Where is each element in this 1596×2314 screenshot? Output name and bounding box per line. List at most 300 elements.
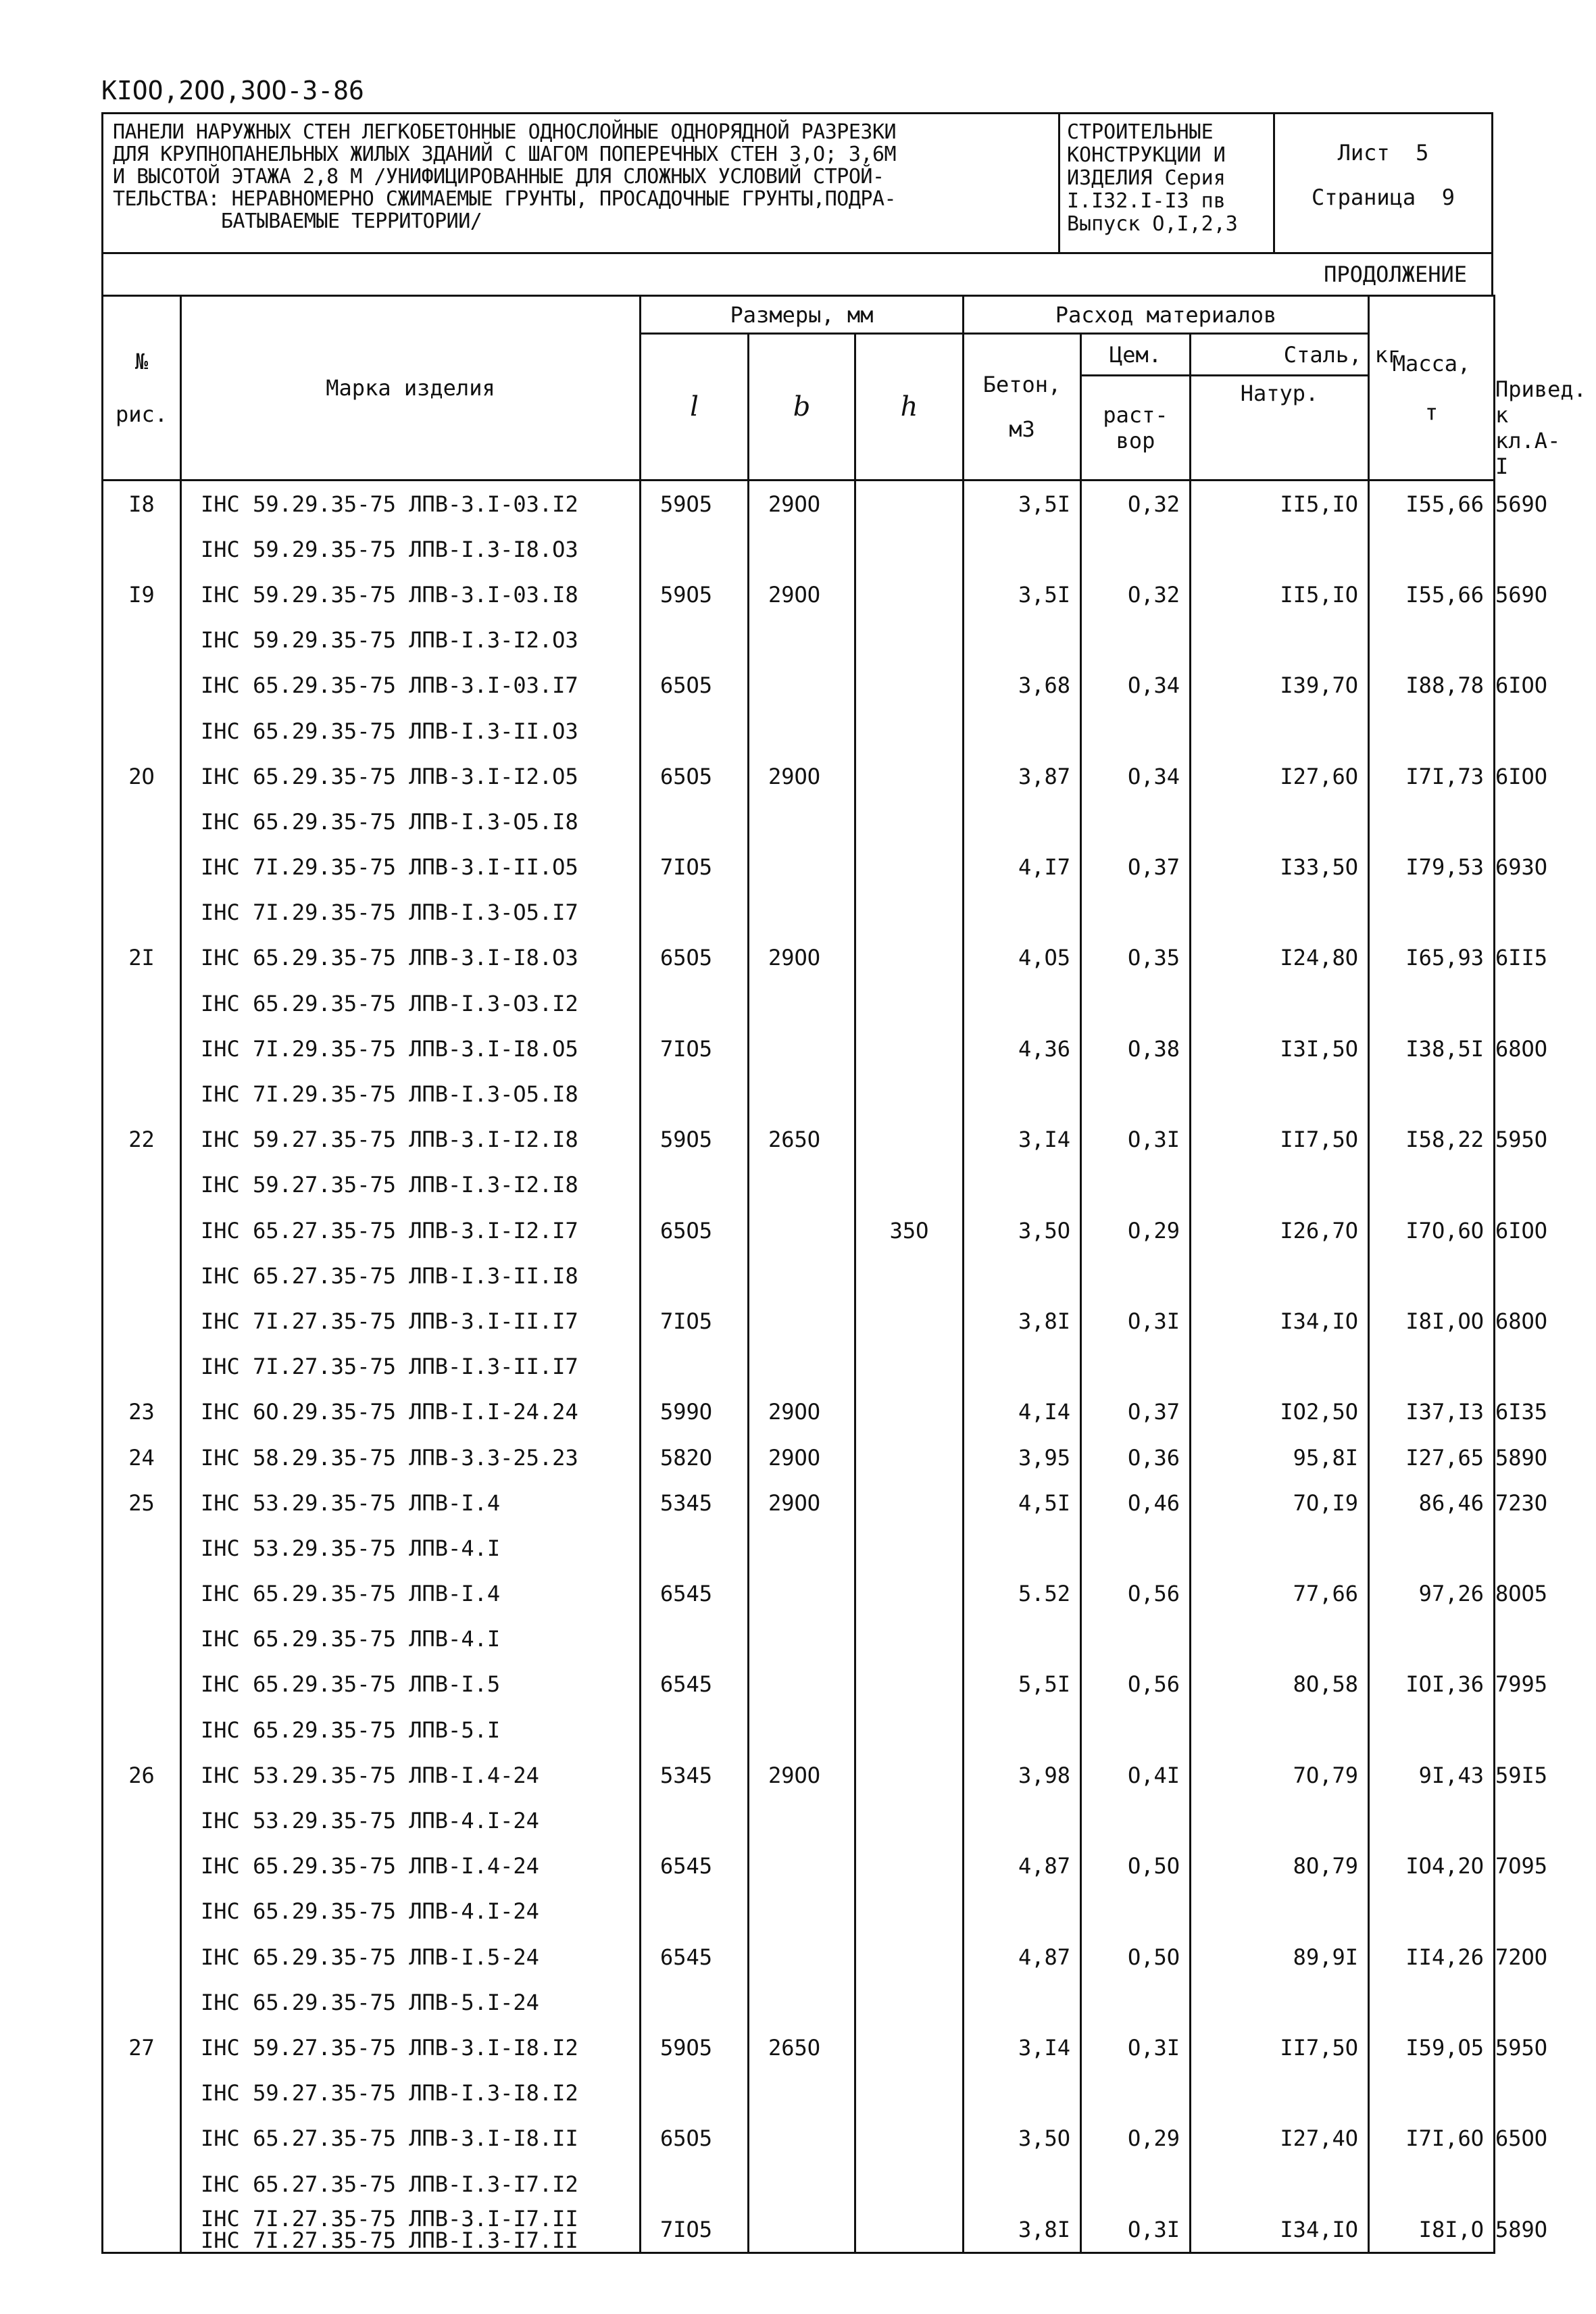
steel-reduced-value (1369, 1979, 1495, 2025)
cement-value: О,3I (1081, 1117, 1191, 1162)
product-mark: IНС 7I.27.35-75 ЛПВ-I.3-II.I7 (181, 1344, 641, 1389)
thickness-value (855, 1026, 964, 1071)
cement-value (1081, 618, 1191, 663)
cement-value: О,38 (1081, 1026, 1191, 1071)
thickness-value (855, 1525, 964, 1571)
length-value: 6545 (641, 1662, 749, 1707)
thickness-value (855, 1117, 964, 1162)
length-value: 7IО5 (641, 2207, 749, 2253)
figure-number (103, 890, 181, 935)
concrete-value: 3,5О (964, 1208, 1081, 1253)
steel-natural-value (1191, 1707, 1369, 1752)
concrete-value (964, 890, 1081, 935)
concrete-value (964, 2071, 1081, 2116)
length-value: 582О (641, 1435, 749, 1480)
product-mark: IНС 65.27.35-75 ЛПВ-I.3-I7.I2 (181, 2161, 641, 2207)
steel-natural-value (1191, 890, 1369, 935)
concrete-value (964, 526, 1081, 572)
thickness-value (855, 1889, 964, 1934)
table-row (103, 1525, 1495, 1571)
product-mark: IНС 59.29.35-75 ЛПВ-3.I-03.I2 (181, 481, 641, 527)
steel-natural-value: I27,6О (1191, 754, 1369, 799)
width-value (749, 1571, 855, 1617)
thickness-value (855, 2116, 964, 2161)
table-row: IНС 65.29.35-75 ЛПВ-I.4 6545 5.52 О,56 77,66 97,26 8ОО5 (103, 1571, 1495, 1617)
steel-reduced-value (1369, 1889, 1495, 1934)
steel-reduced-value: I7I,73 (1369, 754, 1495, 799)
length-value (641, 1707, 749, 1752)
table-row: IНС 65.27.35-75 ЛПВ-3.I-I8.II 65О5 3,5О О,29 I27,4О I7I,6О 65ОО (103, 2116, 1495, 2161)
cement-value (1081, 1979, 1191, 2025)
width-value (749, 799, 855, 844)
product-mark: IНС 65.29.35-75 ЛПВ-3.I-I8.О3 (181, 935, 641, 981)
steel-natural-value: I39,7О (1191, 663, 1369, 708)
col-fig: № рис. (103, 296, 181, 481)
concrete-value: 3,68 (964, 663, 1081, 708)
width-value: 29ОО (749, 1752, 855, 1798)
title-line: И ВЫСОТОЙ ЭТАЖА 2,8 М /УНИФИЦИРОВАННЫЕ ДЛЯ СЛОЖНЫХ УСЛОВИЙ СТРОЙ- (113, 165, 884, 189)
width-value (749, 1617, 855, 1662)
product-mark: IНС 65.29.35-75 ЛПВ-3.I-03.I7 (181, 663, 641, 708)
steel-natural-value (1191, 1617, 1369, 1662)
steel-reduced-value (1369, 526, 1495, 572)
product-mark: IНС 65.29.35-75 ЛПВ-5.I (181, 1707, 641, 1752)
table-row: IНС 7I.29.35-75 ЛПВ-3.I-II.О5 7IО5 4,I7 О,37 I33,5О I79,53 693О (103, 845, 1495, 890)
table-row (103, 1071, 1495, 1116)
steel-reduced-value (1369, 1617, 1495, 1662)
steel-natural-value: II5,IО (1191, 481, 1369, 527)
product-mark: IНС 65.29.35-75 ЛПВ-I.4-24 (181, 1844, 641, 1889)
sheet-number: Лист 5 (1337, 140, 1429, 166)
cement-value: О,29 (1081, 2116, 1191, 2161)
length-value (641, 1525, 749, 1571)
concrete-value (964, 708, 1081, 754)
table-row: 26 IНС 53.29.35-75 ЛПВ-I.4-24 5345 29ОО 3,98 О,4I 7О,79 9I,43 59I5 (103, 1752, 1495, 1798)
steel-reduced-value (1369, 2071, 1495, 2116)
concrete-value: 4,87 (964, 1934, 1081, 1979)
width-value: 29ОО (749, 754, 855, 799)
cement-value (1081, 526, 1191, 572)
figure-number: 23 (103, 1389, 181, 1435)
steel-natural-value: I34,IО (1191, 1298, 1369, 1344)
concrete-value: 3,I4 (964, 2025, 1081, 2070)
document-title (103, 114, 1060, 252)
col-b: b (749, 334, 855, 481)
steel-natural-value: II7,5О (1191, 2025, 1369, 2070)
col-cement-mortar: раст- вор (1081, 376, 1191, 481)
figure-number: 2О (103, 754, 181, 799)
product-mark: IНС 65.29.35-75 ЛПВ-I.5 (181, 1662, 641, 1707)
page-number: Страница 9 (1312, 184, 1455, 210)
product-mark: IНС 65.29.35-75 ЛПВ-4.I-24 (181, 1889, 641, 1934)
product-mark: IНС 53.29.35-75 ЛПВ-4.I-24 (181, 1798, 641, 1843)
series-line: КОНСТРУКЦИИ И (1067, 143, 1226, 167)
table-row (103, 618, 1495, 663)
width-value: 265О (749, 2025, 855, 2070)
figure-number (103, 663, 181, 708)
figure-number (103, 1253, 181, 1298)
steel-reduced-value: I7О,6О (1369, 1208, 1495, 1253)
steel-natural-value: 77,66 (1191, 1571, 1369, 1617)
product-mark: IНС 53.29.35-75 ЛПВ-I.4-24 (181, 1752, 641, 1798)
steel-natural-value: 89,9I (1191, 1934, 1369, 1979)
steel-reduced-value (1369, 981, 1495, 1026)
cement-value (1081, 1253, 1191, 1298)
steel-reduced-value (1369, 2161, 1495, 2207)
steel-reduced-value: IО4,2О (1369, 1844, 1495, 1889)
figure-number (103, 2207, 181, 2253)
thickness-value (855, 1707, 964, 1752)
width-value: 29ОО (749, 1435, 855, 1480)
col-dims: Размеры, мм (641, 296, 964, 334)
concrete-value (964, 1979, 1081, 2025)
length-value: 599О (641, 1389, 749, 1435)
length-value (641, 1344, 749, 1389)
width-value: 265О (749, 1117, 855, 1162)
figure-number: 24 (103, 1435, 181, 1480)
concrete-value: 3,I4 (964, 1117, 1081, 1162)
concrete-value (964, 1617, 1081, 1662)
concrete-value: 3,8I (964, 1298, 1081, 1344)
col-h: h (855, 334, 964, 481)
table-row (103, 1344, 1495, 1389)
table-row: 25 IНС 53.29.35-75 ЛПВ-I.4 5345 29ОО 4,5I О,46 7О,I9 86,46 723О (103, 1480, 1495, 1525)
thickness-value (855, 2207, 964, 2253)
steel-natural-value (1191, 2161, 1369, 2207)
concrete-value (964, 1071, 1081, 1116)
cement-value (1081, 1617, 1191, 1662)
table-row: IНС 7I.27.35-75 ЛПВ-3.I-I7.II IНС 7I.27.35-75 ЛПВ-I.3-I7.II 7IО5 3,8I О,3I I34,IО I8I,О 589О (103, 2207, 1495, 2253)
product-mark: IНС 65.29.35-75 ЛПВ-I.3-II.О3 (181, 708, 641, 754)
document-code: КIОО,2ОО,3ОО-3-86 (101, 76, 364, 105)
length-value: 65О5 (641, 1208, 749, 1253)
cement-value: О,3I (1081, 2025, 1191, 2070)
concrete-value (964, 799, 1081, 844)
steel-natural-value: I24,8О (1191, 935, 1369, 981)
product-mark: IНС 6О.29.35-75 ЛПВ-I.I-24.24 (181, 1389, 641, 1435)
col-concrete: Бетон, м3 (964, 334, 1081, 481)
series-line: I.I32.I-I3 пв (1067, 189, 1226, 213)
steel-natural-value (1191, 2071, 1369, 2116)
steel-natural-value (1191, 1162, 1369, 1208)
thickness-value (855, 981, 964, 1026)
thickness-value (855, 708, 964, 754)
width-value (749, 2071, 855, 2116)
table-row: I8 IНС 59.29.35-75 ЛПВ-3.I-03.I2 59О5 29ОО 3,5I О,32 II5,IО I55,66 569О (103, 481, 1495, 527)
concrete-value (964, 1344, 1081, 1389)
steel-natural-value: I34,IО (1191, 2207, 1369, 2253)
concrete-value: 3,98 (964, 1752, 1081, 1798)
thickness-value (855, 481, 964, 527)
cement-value: О,4I (1081, 1752, 1191, 1798)
steel-natural-value: 7О,I9 (1191, 1480, 1369, 1525)
length-value (641, 1617, 749, 1662)
steel-reduced-value (1369, 618, 1495, 663)
steel-reduced-value: I55,66 (1369, 572, 1495, 617)
length-value: 59О5 (641, 572, 749, 617)
product-mark: IНС 59.29.35-75 ЛПВ-I.3-I8.О3 (181, 526, 641, 572)
product-mark: IНС 65.29.35-75 ЛПВ-3.I-I2.О5 (181, 754, 641, 799)
concrete-value: 4,36 (964, 1026, 1081, 1071)
steel-reduced-value: I65,93 (1369, 935, 1495, 981)
length-value: 5345 (641, 1480, 749, 1525)
thickness-value (855, 1752, 964, 1798)
width-value (749, 1889, 855, 1934)
cement-value (1081, 1707, 1191, 1752)
steel-natural-value: IО2,5О (1191, 1389, 1369, 1435)
steel-reduced-value: I27,65 (1369, 1435, 1495, 1480)
col-l: l (641, 334, 749, 481)
figure-number (103, 1707, 181, 1752)
steel-natural-value (1191, 1253, 1369, 1298)
thickness-value (855, 1844, 964, 1889)
steel-reduced-value: 97,26 (1369, 1571, 1495, 1617)
cement-value (1081, 708, 1191, 754)
width-value (749, 981, 855, 1026)
length-value (641, 2071, 749, 2116)
length-value (641, 618, 749, 663)
product-mark: IНС 59.27.35-75 ЛПВ-I.3-I8.I2 (181, 2071, 641, 2116)
table-row (103, 526, 1495, 572)
thickness-value (855, 890, 964, 935)
table-row: IНС 65.29.35-75 ЛПВ-3.I-03.I7 65О5 3,68 О,34 I39,7О I88,78 6IОО (103, 663, 1495, 708)
figure-number (103, 1798, 181, 1843)
width-value (749, 1298, 855, 1344)
cement-value (1081, 1162, 1191, 1208)
steel-natural-value: 95,8I (1191, 1435, 1369, 1480)
width-value (749, 2116, 855, 2161)
table-row: 27 IНС 59.27.35-75 ЛПВ-3.I-I8.I2 59О5 265О 3,I4 О,3I II7,5О I59,О5 595О (103, 2025, 1495, 2070)
figure-number (103, 1525, 181, 1571)
length-value: 7IО5 (641, 1298, 749, 1344)
width-value (749, 1934, 855, 1979)
width-value (749, 2207, 855, 2253)
figure-number: I8 (103, 481, 181, 527)
cement-value (1081, 799, 1191, 844)
steel-reduced-value (1369, 1525, 1495, 1571)
table-row: IНС 65.27.35-75 ЛПВ-3.I-I2.I7 65О5 35О 3,5О О,29 I26,7О I7О,6О 6IОО (103, 1208, 1495, 1253)
concrete-value (964, 618, 1081, 663)
steel-natural-value (1191, 1071, 1369, 1116)
thickness-value (855, 845, 964, 890)
table-row (103, 981, 1495, 1026)
figure-number (103, 1571, 181, 1617)
cement-value: О,56 (1081, 1571, 1191, 1617)
steel-reduced-value (1369, 1707, 1495, 1752)
product-mark: IНС 59.27.35-75 ЛПВ-3.I-I2.I8 (181, 1117, 641, 1162)
steel-reduced-value (1369, 890, 1495, 935)
steel-reduced-value: I58,22 (1369, 1117, 1495, 1162)
figure-number (103, 618, 181, 663)
title-line: ДЛЯ КРУПНОПАНЕЛЬНЫХ ЖИЛЫХ ЗДАНИЙ С ШАГОМ ПОПЕРЕЧНЫХ СТЕН 3,О; 3,6М (113, 143, 897, 166)
table-row (103, 1707, 1495, 1752)
figure-number (103, 1844, 181, 1889)
figure-number (103, 1979, 181, 2025)
cement-value: О,35 (1081, 935, 1191, 981)
concrete-value: 5.52 (964, 1571, 1081, 1617)
figure-number (103, 1889, 181, 1934)
cement-value: О,5О (1081, 1844, 1191, 1889)
title-block (101, 112, 1493, 254)
cement-value (1081, 1889, 1191, 1934)
thickness-value (855, 1480, 964, 1525)
width-value: 29ОО (749, 572, 855, 617)
steel-reduced-value: 9I,43 (1369, 1752, 1495, 1798)
steel-reduced-value: IОI,36 (1369, 1662, 1495, 1707)
thickness-value: 35О (855, 1208, 964, 1253)
length-value: 65О5 (641, 935, 749, 981)
concrete-value: 3,5I (964, 572, 1081, 617)
product-mark: IНС 65.29.35-75 ЛПВ-5.I-24 (181, 1979, 641, 2025)
steel-natural-value (1191, 708, 1369, 754)
figure-number (103, 1071, 181, 1116)
concrete-value: 4,87 (964, 1844, 1081, 1889)
figure-number (103, 845, 181, 890)
table-row: IНС 65.29.35-75 ЛПВ-I.4-24 6545 4,87 О,5О 8О,79 IО4,2О 7О95 (103, 1844, 1495, 1889)
table-row (103, 890, 1495, 935)
concrete-value: 4,5I (964, 1480, 1081, 1525)
width-value: 29ОО (749, 1480, 855, 1525)
figure-number (103, 799, 181, 844)
width-value (749, 845, 855, 890)
product-mark: IНС 65.29.35-75 ЛПВ-4.I (181, 1617, 641, 1662)
figure-number (103, 1934, 181, 1979)
thickness-value (855, 1071, 964, 1116)
product-mark: IНС 59.27.35-75 ЛПВ-I.3-I2.I8 (181, 1162, 641, 1208)
cement-value: О,46 (1081, 1480, 1191, 1525)
col-steel: Сталь, кг (1191, 334, 1495, 376)
steel-reduced-value: I8I,ОО (1369, 1298, 1495, 1344)
cement-value: О,32 (1081, 572, 1191, 617)
width-value (749, 1798, 855, 1843)
length-value (641, 1979, 749, 2025)
product-mark: IНС 59.27.35-75 ЛПВ-3.I-I8.I2 (181, 2025, 641, 2070)
product-mark: IНС 53.29.35-75 ЛПВ-I.4 (181, 1480, 641, 1525)
width-value (749, 1662, 855, 1707)
concrete-value: 4,О5 (964, 935, 1081, 981)
product-mark: IНС 58.29.35-75 ЛПВ-3.3-25.23 (181, 1435, 641, 1480)
length-value: 6545 (641, 1844, 749, 1889)
width-value (749, 1844, 855, 1889)
thickness-value (855, 1298, 964, 1344)
concrete-value (964, 2161, 1081, 2207)
product-mark-line: IНС 7I.27.35-75 ЛПВ-3.I-I7.II (201, 2205, 578, 2232)
concrete-value (964, 1798, 1081, 1843)
thickness-value (855, 1571, 964, 1617)
figure-number: 22 (103, 1117, 181, 1162)
steel-natural-value: 8О,79 (1191, 1844, 1369, 1889)
steel-reduced-value (1369, 1344, 1495, 1389)
steel-reduced-value: I8I,О (1369, 2207, 1495, 2253)
cement-value: О,37 (1081, 1389, 1191, 1435)
steel-reduced-value (1369, 1162, 1495, 1208)
product-mark: IНС 59.29.35-75 ЛПВ-3.I-03.I8 (181, 572, 641, 617)
steel-natural-value (1191, 981, 1369, 1026)
thickness-value (855, 1617, 964, 1662)
figure-number (103, 1026, 181, 1071)
steel-reduced-value (1369, 1253, 1495, 1298)
concrete-value (964, 981, 1081, 1026)
length-value (641, 1889, 749, 1934)
steel-reduced-value: I55,66 (1369, 481, 1495, 527)
concrete-value: 3,95 (964, 1435, 1081, 1480)
length-value (641, 1798, 749, 1843)
thickness-value (855, 663, 964, 708)
sheet-info (1275, 114, 1491, 252)
thickness-value (855, 1344, 964, 1389)
cement-value (1081, 1071, 1191, 1116)
series-line: ИЗДЕЛИЯ Серия (1067, 166, 1226, 190)
length-value: 6545 (641, 1934, 749, 1979)
thickness-value (855, 618, 964, 663)
length-value (641, 799, 749, 844)
table-row (103, 1798, 1495, 1843)
product-mark: IНС 7I.29.35-75 ЛПВ-3.I-I8.О5 (181, 1026, 641, 1071)
concrete-value: 5,5I (964, 1662, 1081, 1707)
width-value (749, 1162, 855, 1208)
product-mark: IНС 7I.29.35-75 ЛПВ-I.3-О5.I8 (181, 1071, 641, 1116)
cement-value (1081, 2161, 1191, 2207)
cement-value (1081, 981, 1191, 1026)
figure-number (103, 526, 181, 572)
width-value: 29ОО (749, 1389, 855, 1435)
product-mark: IНС 53.29.35-75 ЛПВ-4.I (181, 1525, 641, 1571)
thickness-value (855, 935, 964, 981)
figure-number (103, 2116, 181, 2161)
thickness-value (855, 1435, 964, 1480)
col-mark: Марка изделия (181, 296, 641, 481)
thickness-value (855, 2071, 964, 2116)
cement-value (1081, 1344, 1191, 1389)
table-row (103, 1889, 1495, 1934)
product-mark: IНС 7I.27.35-75 ЛПВ-3.I-II.I7 (181, 1298, 641, 1344)
length-value: 7IО5 (641, 1026, 749, 1071)
steel-reduced-value: I7I,6О (1369, 2116, 1495, 2161)
concrete-value (964, 1162, 1081, 1208)
concrete-value (964, 1525, 1081, 1571)
product-mark: IНС 59.29.35-75 ЛПВ-I.3-I2.О3 (181, 618, 641, 663)
steel-natural-value: 8О,58 (1191, 1662, 1369, 1707)
concrete-value (964, 1889, 1081, 1934)
width-value (749, 1344, 855, 1389)
thickness-value (855, 1934, 964, 1979)
concrete-value: 3,5I (964, 481, 1081, 527)
width-value (749, 1026, 855, 1071)
cement-value: О,37 (1081, 845, 1191, 890)
table-row (103, 1979, 1495, 2025)
table-row: 22 IНС 59.27.35-75 ЛПВ-3.I-I2.I8 59О5 265О 3,I4 О,3I II7,5О I58,22 595О (103, 1117, 1495, 1162)
thickness-value (855, 2025, 964, 2070)
series-line: Выпуск О,I,2,3 (1067, 212, 1238, 236)
length-value: 65О5 (641, 2116, 749, 2161)
length-value: 59О5 (641, 1117, 749, 1162)
concrete-value: 4,I7 (964, 845, 1081, 890)
product-mark: IНС 7I.29.35-75 ЛПВ-I.3-О5.I7 (181, 890, 641, 935)
length-value (641, 526, 749, 572)
product-mark: IНС 65.27.35-75 ЛПВ-3.I-I2.I7 (181, 1208, 641, 1253)
width-value (749, 1208, 855, 1253)
product-mark: IНС 65.29.35-75 ЛПВ-I.3-О3.I2 (181, 981, 641, 1026)
width-value (749, 1979, 855, 2025)
length-value: 5345 (641, 1752, 749, 1798)
width-value (749, 708, 855, 754)
table-row: I9 IНС 59.29.35-75 ЛПВ-3.I-03.I8 59О5 29ОО 3,5I О,32 II5,IО I55,66 569О (103, 572, 1495, 617)
steel-reduced-value (1369, 708, 1495, 754)
cement-value (1081, 2071, 1191, 2116)
table-row: IНС 7I.27.35-75 ЛПВ-3.I-II.I7 7IО5 3,8I О,3I I34,IО I8I,ОО 68ОО (103, 1298, 1495, 1344)
series-info (1060, 114, 1275, 252)
title-line: ПАНЕЛИ НАРУЖНЫХ СТЕН ЛЕГКОБЕТОННЫЕ ОДНОСЛОЙНЫЕ ОДНОРЯДНОЙ РАЗРЕЗКИ (113, 120, 897, 144)
